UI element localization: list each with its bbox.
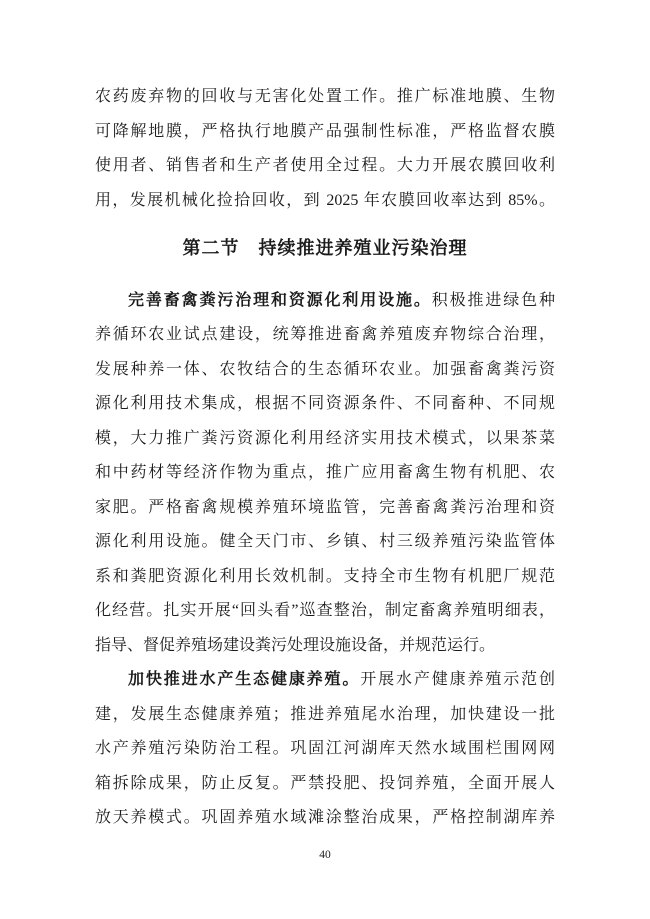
text-line: 源化利用设施。健全天门市、乡镇、村三级养殖污染监管体	[95, 533, 555, 550]
text-line: 发展种养一体、农牧结合的生态循环农业。加强畜禽粪污资	[95, 360, 555, 378]
text-line: 化经营。扎实开展“回头看”巡查整治，制定畜禽养殖明细表，	[95, 602, 555, 619]
text-line: 可降解地膜，严格执行地膜产品强制性标准，严格监督农膜	[95, 122, 555, 140]
section-heading: 第二节 持续推进养殖业污染治理	[182, 238, 468, 258]
text-line: 用，发展机械化捡拾回收，到 2025 年农膜回收率达到 85%。	[95, 191, 555, 209]
text-line: 和中药材等经济作物为重点，推广应用畜禽生物有机肥、农	[95, 464, 555, 481]
text-line: 源化利用技术集成，根据不同资源条件、不同畜种、不同规	[95, 395, 555, 412]
text-line	[95, 284, 555, 319]
text-line: 放天养模式。巩固养殖水域滩涂整治成果，严格控制湖库养	[95, 809, 555, 826]
paragraph-livestock-waste	[95, 284, 555, 664]
text-line: 系和粪肥资源化利用长效机制。支持全市生物有机肥厂规范	[95, 567, 555, 585]
text-block	[95, 80, 555, 836]
paragraph-lead-bold: 完善畜禽粪污治理和资源化利用设施。	[128, 291, 432, 309]
paragraph-continued	[95, 80, 555, 218]
paragraph-lead-bold: 加快推进水产生态健康养殖。	[128, 671, 361, 688]
text-line: 指导、督促养殖场建设粪污处理设施设备，并规范运行。	[95, 636, 496, 654]
text-line: 农药废弃物的回收与无害化处置工作。推广标准地膜、生物	[95, 88, 555, 105]
text-line: 使用者、销售者和生产者使用全过程。大力开展农膜回收利	[95, 157, 555, 174]
text-line: 模，大力推广粪污资源化利用经济实用技术模式，以果茶菜	[95, 429, 555, 447]
text-line	[95, 663, 555, 698]
text-line: 箱拆除成果，防止反复。严禁投肥、投饲养殖，全面开展人	[95, 774, 555, 792]
page-number: 40	[319, 849, 331, 861]
paragraph-lead-rest: 开展水产健康养殖示范创	[360, 671, 555, 688]
text-line: 水产养殖污染防治工程。巩固江河湖库天然水域围栏围网网	[95, 740, 555, 757]
text-line: 家肥。严格畜禽规模养殖环境监管，完善畜禽粪污治理和资	[95, 498, 555, 516]
text-line: 养循环农业试点建设，统筹推进畜禽养殖废弃物综合治理，	[95, 326, 555, 343]
paragraph-lead-rest: 积极推进绿色种	[431, 291, 555, 309]
text-line: 建，发展生态健康养殖；推进养殖尾水治理，加快建设一批	[95, 705, 555, 723]
paragraph-aquaculture	[95, 663, 555, 836]
